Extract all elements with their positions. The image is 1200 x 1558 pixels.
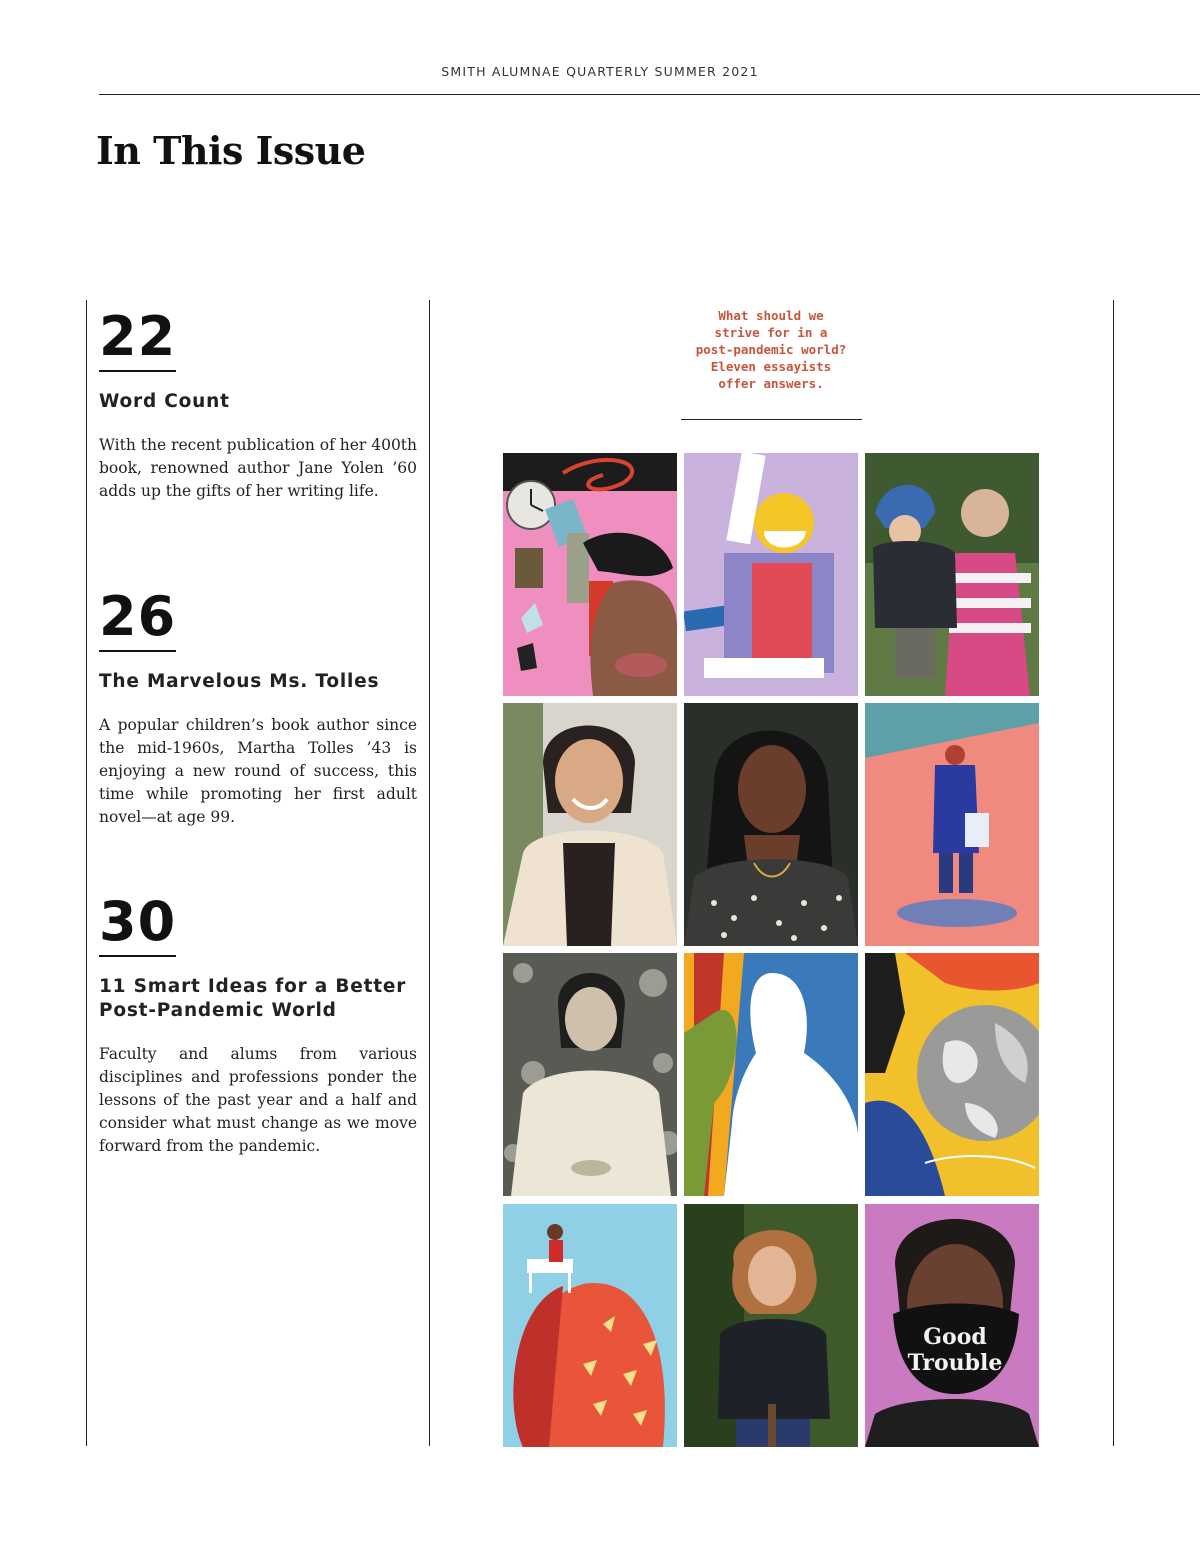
entry-description: Faculty and alums from various disciplines and professions ponder the lessons of the past year and a half and consider what must change as we move forward from the pandemic. (99, 1045, 417, 1155)
tagline-rule (681, 419, 862, 420)
good-trouble-mask-portrait-image[interactable] (865, 1204, 1039, 1447)
feature-tagline: What should we strive for in a post-pandemic world? Eleven essayists offer answers. (695, 308, 847, 391)
smiling-woman-portrait-image[interactable] (503, 703, 677, 946)
woman-on-fruit-illustration-image[interactable] (503, 1204, 677, 1447)
page-number: 26 (99, 590, 176, 652)
page-title: In This Issue (96, 128, 366, 173)
page-number: 22 (99, 310, 176, 372)
toc-entry-smart-ideas[interactable] (99, 890, 417, 1158)
curly-hair-woman-photo-image[interactable] (684, 1204, 858, 1447)
child-illustration-image[interactable] (684, 453, 858, 696)
page-number: 30 (99, 895, 176, 957)
entry-headline[interactable]: The Marvelous Ms. Tolles (99, 671, 380, 692)
toc-entry-word-count[interactable] (99, 305, 418, 503)
entry-description: With the recent publication of her 400th book, renowned author Jane Yolen ’60 adds up the gifts of her writing life. (99, 436, 418, 500)
column-rule-left (86, 300, 87, 1446)
running-head: SMITH ALUMNAE QUARTERLY SUMMER 2021 (441, 64, 759, 79)
earth-hands-illustration-image[interactable] (865, 953, 1039, 1196)
entry-headline[interactable]: Word Count (99, 391, 230, 412)
mask-text-line-2: Trouble (907, 1350, 1003, 1376)
walking-figure-illustration-image[interactable] (865, 703, 1039, 946)
column-rule-right (1113, 300, 1114, 1446)
mother-child-photo-image[interactable] (865, 453, 1039, 696)
header-rule (99, 94, 1200, 95)
mask-text-line-1: Good (923, 1324, 987, 1350)
toc-entry-marvelous-ms-tolles[interactable] (99, 585, 417, 829)
woman-portrait-image[interactable] (684, 703, 858, 946)
silhouette-illustration-image[interactable] (684, 953, 858, 1196)
entry-headline[interactable]: 11 Smart Ideas for a Better Post-Pandemic World (99, 976, 407, 1021)
column-rule-middle (429, 300, 430, 1446)
woman-bw-portrait-image[interactable] (503, 953, 677, 1196)
entry-description: A popular children’s book author since the mid-1960s, Martha Tolles ’43 is enjoying a new round of success, this time while promoting her first adult novel—at age 99. (99, 716, 417, 826)
collage-illustration-image[interactable] (503, 453, 677, 696)
